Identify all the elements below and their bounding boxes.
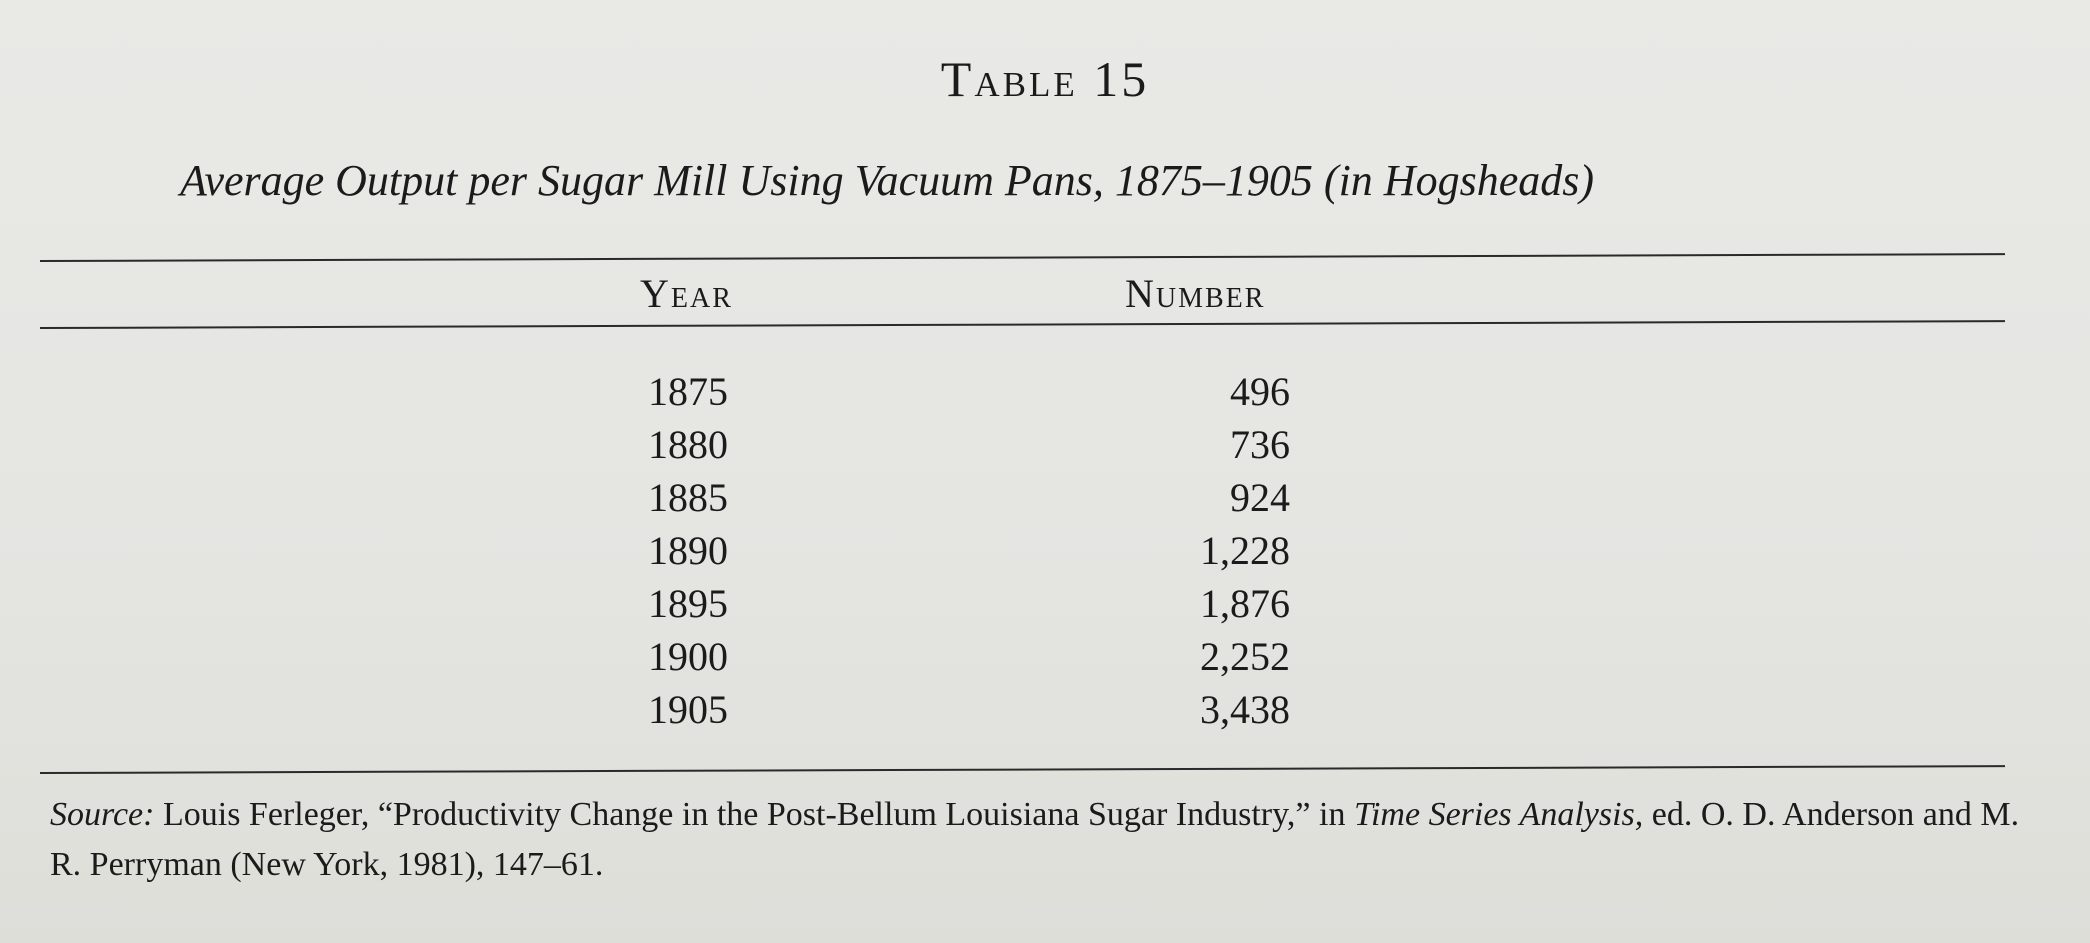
table-row [0,633,2090,686]
source-citation: Louis Ferleger, “Productivity Change in the Post-Bellum Louisiana Sugar Industry,” in [154,796,1354,833]
table-row [0,474,2090,527]
year-cell: 1905 [648,687,728,732]
table-row [0,368,2090,421]
source-publication: Time Series Analysis, [1353,796,1644,833]
number-cell: 2,252 [1200,634,1290,679]
year-cell: 1900 [648,634,728,679]
number-cell: 1,228 [1200,528,1290,573]
table-row [0,527,2090,580]
number-cell: 736 [1230,422,1290,467]
number-cell: 924 [1230,475,1290,520]
year-cell: 1880 [648,422,728,467]
table-row [0,421,2090,474]
table-row [0,686,2090,739]
year-cell: 1890 [648,528,728,573]
table-top-rule [40,253,2005,262]
year-cell: 1875 [648,369,728,414]
column-header-number: Number [1125,271,1266,316]
source-note [50,790,2030,890]
table-title: Average Output per Sugar Mill Using Vacuum Pans, 1875–1905 (in Hogsheads) [180,156,1594,205]
number-cell: 3,438 [1200,687,1290,732]
number-cell: 1,876 [1200,581,1290,626]
source-citation-end: ed. O. D. Anderson and M. R. Perryman (New York, 1981), 147–61. [50,796,2020,883]
column-header-year: Year [640,271,733,316]
year-cell: 1895 [648,581,728,626]
table-number: Table 15 [940,51,1150,107]
source-label: Source: [50,796,155,833]
number-cell: 496 [1230,369,1290,414]
table-header-rule [40,320,2005,329]
year-cell: 1885 [648,475,728,520]
table-bottom-rule [40,765,2005,774]
table-row [0,580,2090,633]
